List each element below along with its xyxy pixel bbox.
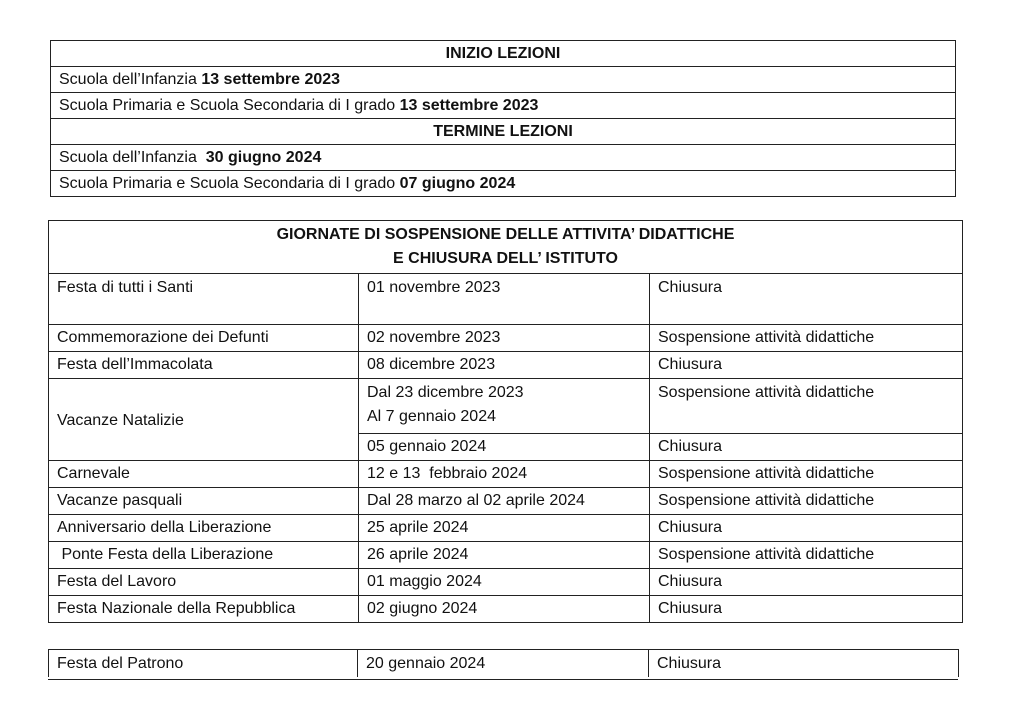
date-cell: 25 aprile 2024 [359,515,650,542]
suspension-days-table [48,220,963,623]
type-cell: Sospensione attività didattiche [650,461,963,488]
inizio-primaria-row [51,93,956,119]
event-cell: Festa di tutti i Santi [49,274,359,325]
date-cell: 26 aprile 2024 [359,542,650,569]
event-cell: Festa del Patrono [49,650,358,678]
type-cell: Chiusura [650,596,963,623]
event-cell: Ponte Festa della Liberazione [49,542,359,569]
type-cell: Sospensione attività didattiche [650,542,963,569]
suspension-header [49,221,963,274]
event-cell: Festa dell’Immacolata [49,352,359,379]
date-cell [359,379,650,434]
table-bottom-border [48,679,958,680]
termine-lezioni-header: TERMINE LEZIONI [51,119,956,145]
date-cell: 05 gennaio 2024 [359,434,650,461]
row-label: Scuola dell’Infanzia [59,149,206,166]
date-cell: 12 e 13 febbraio 2024 [359,461,650,488]
type-cell: Chiusura [650,352,963,379]
date-cell: 02 novembre 2023 [359,325,650,352]
type-cell: Chiusura [649,650,959,678]
date-cell: 02 giugno 2024 [359,596,650,623]
type-cell: Chiusura [650,515,963,542]
type-cell: Sospensione attività didattiche [650,488,963,515]
row-date: 13 settembre 2023 [201,71,341,88]
patron-day-table [48,649,959,677]
type-cell: Chiusura [650,569,963,596]
type-cell: Sospensione attività didattiche [650,379,963,434]
suspension-title-line2: E CHIUSURA DELL’ ISTITUTO [393,250,618,267]
date-cell: Dal 28 marzo al 02 aprile 2024 [359,488,650,515]
event-cell: Festa del Lavoro [49,569,359,596]
inizio-lezioni-header: INIZIO LEZIONI [51,41,956,67]
date-cell: 20 gennaio 2024 [358,650,649,678]
type-cell: Chiusura [650,434,963,461]
date-line: Al 7 gennaio 2024 [367,408,496,425]
type-cell: Chiusura [650,274,963,325]
event-cell: Commemorazione dei Defunti [49,325,359,352]
row-date: 30 giugno 2024 [205,149,322,166]
inizio-infanzia-row [51,67,956,93]
row-date: 13 settembre 2023 [399,97,539,114]
event-cell: Vacanze pasquali [49,488,359,515]
row-label: Scuola Primaria e Scuola Secondaria di I grado [59,175,400,192]
school-dates-table [50,40,956,197]
date-cell: 01 maggio 2024 [359,569,650,596]
event-cell: Vacanze Natalizie [49,379,359,461]
event-cell: Festa Nazionale della Repubblica [49,596,359,623]
date-cell: 08 dicembre 2023 [359,352,650,379]
termine-primaria-row [51,171,956,197]
row-label: Scuola dell’Infanzia [59,71,202,88]
date-cell: 01 novembre 2023 [359,274,650,325]
suspension-title-line1: GIORNATE DI SOSPENSIONE DELLE ATTIVITA’ DIDATTICHE [276,226,735,243]
termine-infanzia-row [51,145,956,171]
event-cell: Carnevale [49,461,359,488]
row-date: 07 giugno 2024 [399,175,516,192]
event-cell: Anniversario della Liberazione [49,515,359,542]
date-line: Dal 23 dicembre 2023 [367,384,524,401]
type-cell: Sospensione attività didattiche [650,325,963,352]
row-label: Scuola Primaria e Scuola Secondaria di I grado [59,97,400,114]
